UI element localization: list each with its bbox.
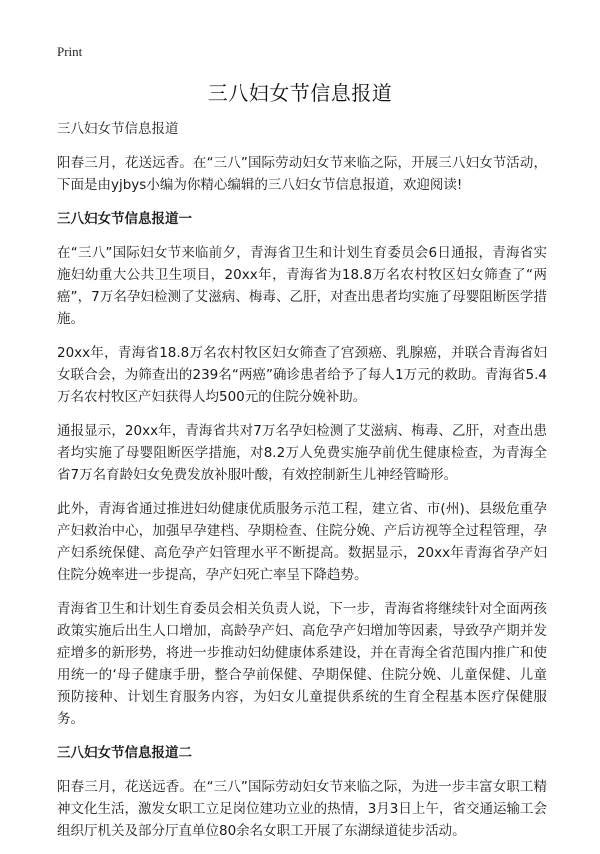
section-heading-2: 三八妇女节信息报道二 bbox=[57, 745, 192, 761]
section1-paragraph: 此外，青海省通过推进妇幼健康优质服务示范工程，建立省、市(州)、县级危重孕产妇救治中心，加强早孕建档、孕期检查、住院分娩、产后访视等全过程管理，孕产妇系统保健、高危孕产妇管理水平不断提高。数据显示，20xx年青海省孕产妇住院分娩率进一步提高，孕产妇死亡率呈下降趋势。 bbox=[57, 501, 547, 583]
print-link[interactable]: Print bbox=[57, 44, 83, 59]
section1-paragraph: 在“三八”国际妇女节来临前夕，青海省卫生和计划生育委员会6日通报，青海省实施妇幼重大公共卫生项目，20xx年，青海省为18.8万名农村牧区妇女筛查了“两癌”，7万名孕妇检测了艾滋病、梅毒、乙肝，对查出患者均实施了母婴阻断医学措施。 bbox=[57, 245, 547, 327]
section-heading-1: 三八妇女节信息报道一 bbox=[57, 211, 192, 227]
article-body bbox=[57, 118, 547, 854]
intro-paragraph: 阳春三月，花送远香。在“三八”国际劳动妇女节来临之际，开展三八妇女节活动，下面是由yjbys小编为你精心编辑的三八妇女节信息报道，欢迎阅读! bbox=[57, 155, 547, 193]
section1-paragraph: 青海省卫生和计划生育委员会相关负责人说，下一步，青海省将继续针对全面两孩政策实施后出生人口增加，高龄孕产妇、高危孕产妇增加等因素，导致孕产期并发症增多的新形势，将进一步推动妇幼健康体系建设，并在青海全省范围内推广和使用统一的‘母子健康手册，整合孕前保健、孕期保健、住院分娩、儿童保健、儿童预防接种、计划生育服务内容，为妇女儿童提供系统的生育全程基本医疗保健服务。 bbox=[57, 601, 547, 727]
article-subtitle: 三八妇女节信息报道 bbox=[57, 121, 179, 137]
section2-paragraph: 阳春三月，花送远香。在“三八”国际劳动妇女节来临之际，为进一步丰富女职工精神文化生活，激发女职工立足岗位建功立业的热情，3月3日上午，省交通运输工会组织厅机关及部分厅直单位80余名女职工开展了东湖绿道徒步活动。 bbox=[57, 779, 547, 839]
section1-paragraph: 通报显示，20xx年，青海省共对7万名孕妇检测了艾滋病、梅毒、乙肝，对查出患者均实施了母婴阻断医学措施，对8.2万人免费实施孕前优生健康检查，为青海全省7万名育龄妇女免费发放补服叶酸，有效控制新生儿神经管畸形。 bbox=[57, 423, 547, 483]
section1-paragraph: 20xx年，青海省18.8万名农村牧区妇女筛查了宫颈癌、乳腺癌，并联合青海省妇女联合会，为筛查出的239名“两癌”确诊患者给予了每人1万元的救助。青海省5.4万名农村牧区产妇获得人均500元的住院分娩补助。 bbox=[57, 345, 547, 405]
page-title: 三八妇女节信息报道 bbox=[207, 81, 393, 105]
